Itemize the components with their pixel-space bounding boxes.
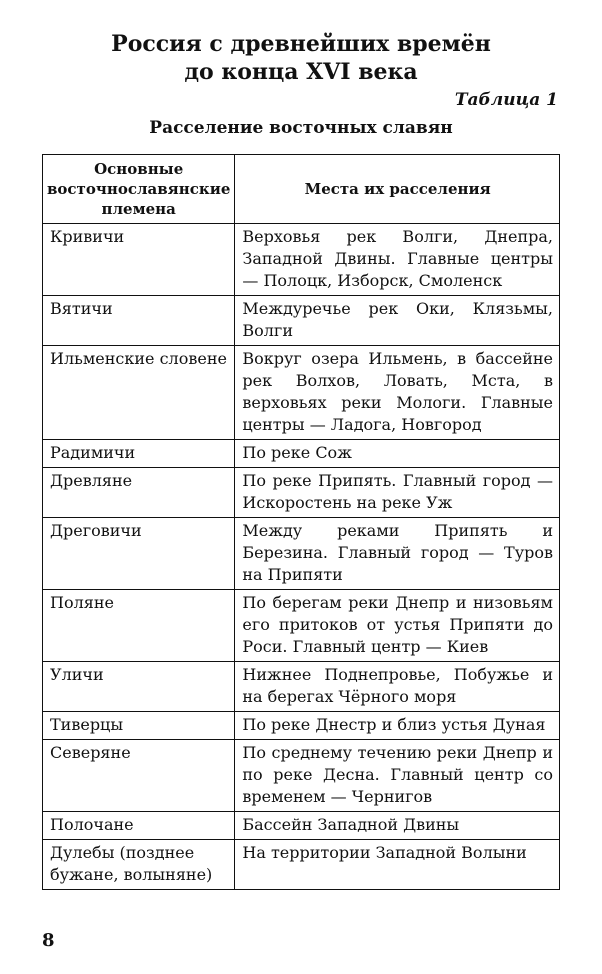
table-row — [43, 662, 560, 712]
table-row — [43, 296, 560, 346]
place-cell: По берегам реки Днепр и низовьям его притоков от устья Припяти до Роси. Главный центр — Киев — [235, 590, 560, 662]
tribe-cell: Дреговичи — [43, 518, 235, 590]
table-row — [43, 740, 560, 812]
tribe-cell: Древляне — [43, 468, 235, 518]
column-header-tribes: Основные восточнославянские племена — [43, 155, 235, 224]
tribe-cell: Полочане — [43, 812, 235, 840]
column-header-places: Места их расселения — [235, 155, 560, 224]
table-row — [43, 224, 560, 296]
table-row — [43, 440, 560, 468]
tribe-cell: Тиверцы — [43, 712, 235, 740]
place-cell: Междуречье рек Оки, Клязьмы, Волги — [235, 296, 560, 346]
tribe-cell: Кривичи — [43, 224, 235, 296]
tribe-cell: Ильменские словене — [43, 346, 235, 440]
table-row — [43, 590, 560, 662]
place-cell: Бассейн Западной Двины — [235, 812, 560, 840]
tribe-cell: Поляне — [43, 590, 235, 662]
table-header-row — [43, 155, 560, 224]
page-title-line-1: Россия с древнейших времён — [111, 31, 491, 57]
table-subtitle: Расселение восточных славян — [149, 118, 453, 138]
settlement-table — [42, 154, 560, 890]
place-cell: Вокруг озера Ильмень, в бассейне рек Волхов, Ловать, Мста, в верховьях реки Мологи. Главные центры — Ладога, Новгород — [235, 346, 560, 440]
page-title-line-2: до конца XVI века — [184, 59, 418, 85]
table-row — [43, 712, 560, 740]
tribe-cell: Радимичи — [43, 440, 235, 468]
table-row — [43, 468, 560, 518]
place-cell: По реке Днестр и близ устья Дуная — [235, 712, 560, 740]
table-row — [43, 518, 560, 590]
place-cell: По среднему течению реки Днепр и по реке Десна. Главный центр со временем — Чернигов — [235, 740, 560, 812]
place-cell: По реке Сож — [235, 440, 560, 468]
tribe-cell: Дулебы (позднее бужане, волыняне) — [43, 840, 235, 890]
place-cell: Нижнее Поднепровье, Побужье и на берегах Чёрного моря — [235, 662, 560, 712]
place-cell: По реке Припять. Главный город — Искоростень на реке Уж — [235, 468, 560, 518]
place-cell: Между реками Припять и Березина. Главный город — Туров на Припяти — [235, 518, 560, 590]
table-row — [43, 812, 560, 840]
page-number: 8 — [42, 930, 55, 951]
place-cell: Верховья рек Волги, Днепра, Западной Двины. Главные центры — Полоцк, Изборск, Смоленск — [235, 224, 560, 296]
tribe-cell: Уличи — [43, 662, 235, 712]
table-number-label: Таблица 1 — [454, 90, 558, 110]
place-cell: На территории Западной Волыни — [235, 840, 560, 890]
table-row — [43, 346, 560, 440]
table-row — [43, 840, 560, 890]
tribe-cell: Северяне — [43, 740, 235, 812]
tribe-cell: Вятичи — [43, 296, 235, 346]
